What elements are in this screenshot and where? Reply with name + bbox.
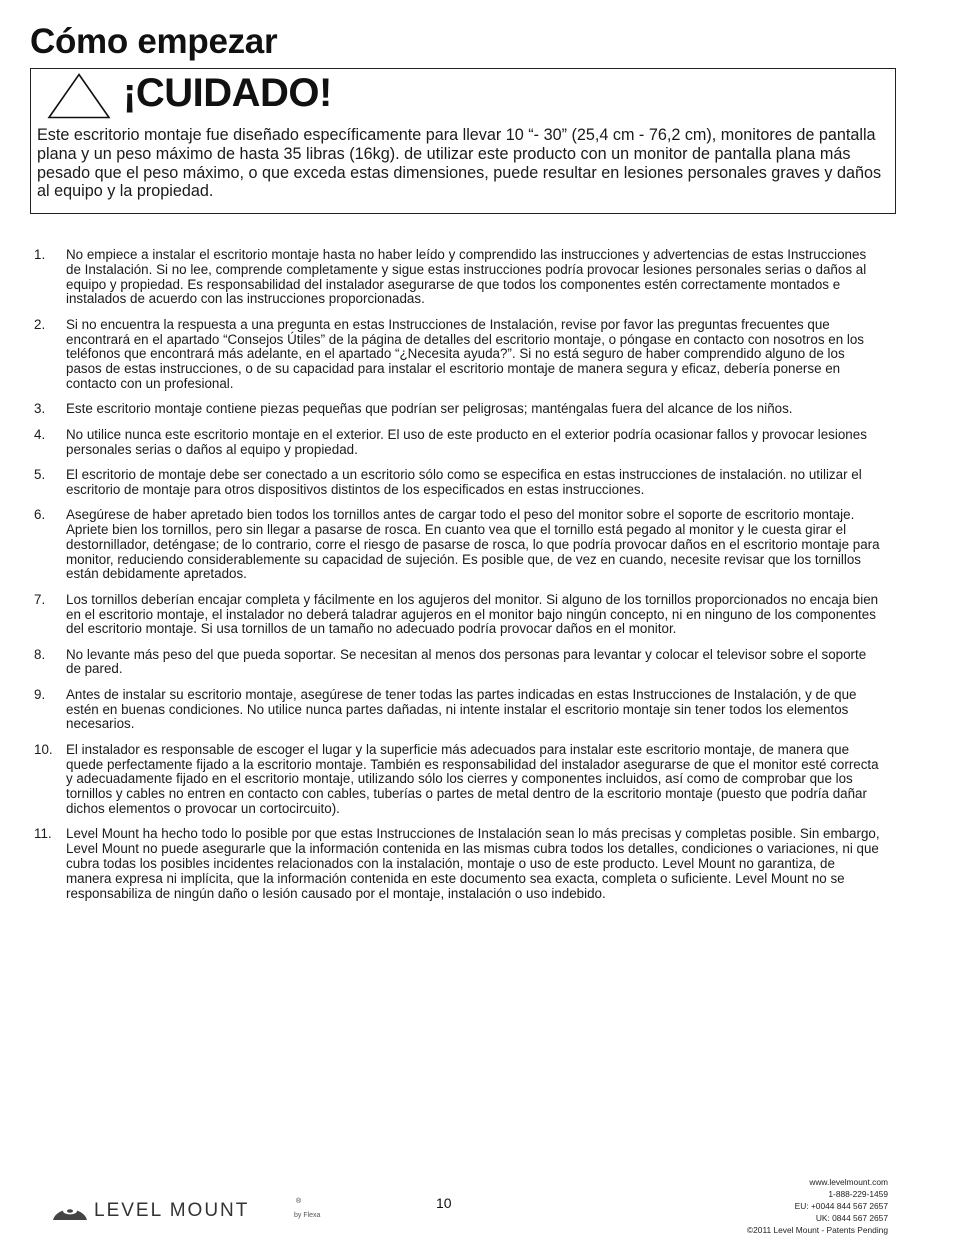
list-item bbox=[34, 827, 884, 901]
list-item-number: 3. bbox=[34, 401, 46, 417]
logo-byline: by Flexa bbox=[294, 1212, 321, 1219]
list-item-text: El escritorio de montaje debe ser conectado a un escritorio sólo como se especifica en estas instrucciones de instalación. no utilizar el escritorio de montaje para otros dispositivos distintos de los especificados en estas instrucciones. bbox=[66, 466, 862, 497]
list-item bbox=[34, 688, 884, 732]
list-item bbox=[34, 648, 884, 678]
list-item-text: Si no encuentra la respuesta a una pregunta en estas Instrucciones de Instalación, revise por favor las preguntas frecuentes que encontrará en el apartado “Consejos Útiles” de la página de detalles del escritorio montaje, o póngase en contacto con nosotros en los teléfonos que encontrará más adelante, en el apartado “¿Necesita ayuda?”. Si no está seguro de haber comprendido alguno de los pasos de estas instrucciones, o de su capacidad para instalar el escritorio montaje de manera segura y eficaz, debería ponerse en contacto con un profesional. bbox=[66, 316, 864, 391]
list-item-number: 6. bbox=[34, 507, 46, 523]
warning-triangle-icon bbox=[47, 73, 111, 119]
list-item bbox=[34, 402, 884, 417]
copyright: ©2011 Level Mount - Patents Pending bbox=[746, 1225, 888, 1235]
list-item-text: Este escritorio montaje contiene piezas pequeñas que podrían ser peligrosas; manténgalas fuera del alcance de los niños. bbox=[66, 401, 793, 417]
level-mount-logo-icon bbox=[52, 1198, 88, 1222]
list-item-text: Antes de instalar su escritorio montaje, asegúrese de tener todas las partes indicadas en estas Instrucciones de Instalación, y de que estén en buenas condiciones. No utilice nunca partes dañadas, ni intente instalar el escritorio montaje sin tener todos los elementos necesarios. bbox=[66, 686, 857, 732]
list-item-text: No utilice nunca este escritorio montaje en el exterior. El uso de este producto en el exterior podría ocasionar fallos y provocar lesiones personales serias o daños al equipo y propiedad. bbox=[66, 426, 867, 457]
list-item-number: 5. bbox=[34, 466, 46, 482]
instructions-list bbox=[34, 248, 884, 912]
list-item-number: 1. bbox=[34, 247, 46, 262]
logo-registered-mark: ® bbox=[296, 1198, 302, 1205]
contact-info bbox=[747, 1176, 888, 1236]
list-item-text: Level Mount ha hecho todo lo posible por que estas Instrucciones de Instalación sean lo más precisas y completas posible. Sin embargo, Level Mount no puede asegurarle que la información contenida en las mismas cubra todos los detalles, condiciones o variaciones, ni que cubra todas los posibles incidentes relacionados con la instalación, montaje o uso de este producto. Level Mount no garantiza, de manera expresa ni implícita, que la información contenida en este documento sea exacta, completa o suficiente. Level Mount no se responsabiliza de ningún daño o lesión causado por el montaje, instalación o uso indebido. bbox=[66, 826, 880, 901]
list-item bbox=[34, 593, 884, 637]
list-item-number: 10. bbox=[34, 741, 53, 757]
logo-text: LEVEL MOUNT bbox=[94, 1200, 250, 1221]
page-number: 10 bbox=[436, 1195, 452, 1211]
contact-phone-us: 1-888-229-1459 bbox=[828, 1189, 888, 1199]
list-item-text: El instalador es responsable de escoger el lugar y la superficie más adecuados para instalar este escritorio montaje, de manera que quede perfectamente fijado a la escritorio montaje. También es responsabilidad del instalador asegurarse de que el monitor esté correcta y adecuadamente fijado en el escritorio montaje, utilizando sólo los cierres y componentes incluidos, así como de comprobar que los tornillos y cables no entren en contacto con cables, tuberías o partes de metal dentro de la escritorio montaje (puesto que podría dañar dichos elementos o provocar un cortocircuito). bbox=[66, 741, 879, 817]
contact-website: www.levelmount.com bbox=[809, 1177, 888, 1187]
list-item bbox=[34, 743, 884, 817]
list-item-number: 2. bbox=[34, 316, 46, 332]
contact-phone-eu: EU: +0044 844 567 2657 bbox=[794, 1201, 888, 1211]
list-item bbox=[34, 318, 884, 392]
list-item-number: 9. bbox=[34, 686, 46, 702]
list-item-text: Los tornillos deberían encajar completa y fácilmente en los agujeros del monitor. Si alguno de los tornillos proporcionados no encaja bien en el escritorio montaje, el instalador no deberá taladrar agujeros en el monitor bajo ningún concepto, ni en ninguno de los componentes del escritorio montaje. Si usa tornillos de un tamaño no adecuado podría provocar daños en el monitor. bbox=[66, 591, 879, 637]
list-item-number: 4. bbox=[34, 426, 46, 442]
list-item-text: Asegúrese de haber apretado bien todos los tornillos antes de cargar todo el peso del monitor sobre el soporte de escritorio montaje. Apriete bien los tornillos, pero sin llegar a pasarse de rosca. En cuanto vea que el tornillo está pegado al monitor y le cuesta girar el destornillador, deténgase; de lo contrario, corre el riesgo de pasarse de rosca, lo que podría provocar daños en el escritorio montaje para monitor, reduciendo considerablemente su capacidad de sujeción. Es posible que, de vez en cuando, necesite revisar que los tornillos están debidamente apretados. bbox=[66, 507, 880, 582]
list-item bbox=[34, 468, 884, 498]
list-item-text: No levante más peso del que pueda soportar. Se necesitan al menos dos personas para levantar y colocar el televisor sobre el soporte de pared. bbox=[66, 646, 867, 677]
footer-logo bbox=[52, 1196, 342, 1224]
warning-box bbox=[30, 68, 896, 214]
list-item-number: 7. bbox=[34, 591, 46, 607]
list-item bbox=[34, 428, 884, 458]
warning-text: Este escritorio montaje fue diseñado específicamente para llevar 10 “- 30” (25,4 cm - 76,2 cm), monitores de pantalla plana y un peso máximo de hasta 35 libras (16kg). de utilizar este producto con un monitor de pantalla plana más pesado que el peso máximo, o que exceda estas dimensiones, puede resultar en lesiones personales graves y daños al equipo y la propiedad. bbox=[37, 126, 882, 201]
list-item bbox=[34, 508, 884, 582]
list-item-number: 11. bbox=[34, 826, 52, 842]
list-item bbox=[34, 248, 884, 307]
contact-phone-uk: UK: 0844 567 2657 bbox=[815, 1213, 888, 1223]
list-item-text: No empiece a instalar el escritorio montaje hasta no haber leído y comprendido las instrucciones y advertencias de estas Instrucciones de Instalación. Si no lee, comprende completamente y sigue estas instrucciones podría provocar lesiones personales serias o daños al equipo y propiedad. Es responsabilidad del instalador asegurarse de que todos los componentes estén correctamente montados e instalados de acuerdo con las instrucciones proporcionadas. bbox=[66, 247, 867, 307]
warning-title: ¡CUIDADO! bbox=[123, 71, 332, 115]
page-title: Cómo empezar bbox=[30, 22, 278, 61]
list-item-number: 8. bbox=[34, 646, 46, 662]
